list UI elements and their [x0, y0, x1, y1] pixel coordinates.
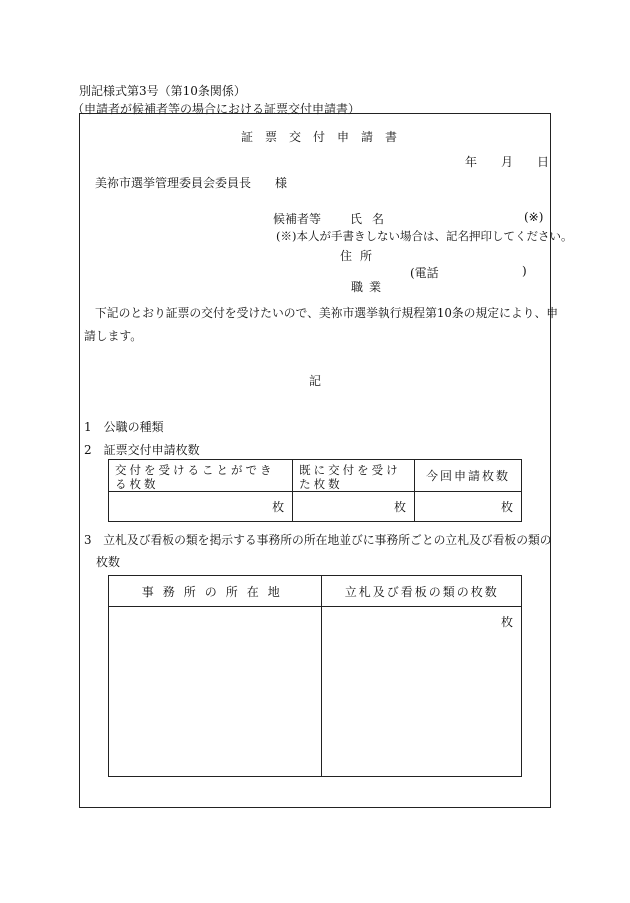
- body-text-line2: 請します。: [84, 329, 143, 343]
- seal-mark: (※): [524, 210, 544, 224]
- form-subtitle: （申請者が候補者等の場合における証票交付申請書）: [72, 102, 361, 116]
- address-label: 住所: [340, 249, 381, 263]
- applicant-role: 候補者等: [273, 212, 322, 226]
- signboard-count-cell[interactable]: 枚: [322, 607, 522, 777]
- item3-label-line1: 3 立札及び看板の類を掲示する事務所の所在地並びに事務所ごとの立札及び看板の類の: [84, 533, 552, 547]
- issuance-count-table: [108, 459, 522, 522]
- body-text-line1: 下記のとおり証票の交付を受けたいので、美祢市選挙執行規程第10条の規定により、申: [95, 306, 559, 320]
- request-count-cell[interactable]: 枚: [414, 492, 521, 522]
- ki-heading: 記: [309, 374, 322, 388]
- header-eligible-count: 交付を受けることができる枚数: [109, 460, 293, 492]
- office-location-cell[interactable]: [109, 607, 322, 777]
- phone-label: (電話: [410, 266, 439, 280]
- name-label: 氏名: [350, 212, 395, 226]
- eligible-count-cell[interactable]: 枚: [109, 492, 293, 522]
- header-request-count: 今回申請枚数: [414, 460, 521, 492]
- date-month: 月: [501, 155, 514, 169]
- item1-label: 1 公職の種類: [84, 420, 164, 434]
- phone-close: ): [522, 264, 527, 278]
- header-office-location: 事務所の所在地: [109, 576, 322, 607]
- item3-label-line2: 枚数: [96, 555, 121, 569]
- form-number: 別記様式第3号（第10条関係）: [79, 84, 246, 98]
- date-day: 日: [537, 155, 550, 169]
- handwriting-note: (※)本人が手書きしない場合は、記名押印してください。: [276, 229, 573, 243]
- date-year: 年: [465, 155, 478, 169]
- addressee: 美祢市選挙管理委員会委員長 様: [95, 176, 288, 190]
- issued-count-cell[interactable]: 枚: [293, 492, 415, 522]
- header-signboard-count: 立札及び看板の類の枚数: [322, 576, 522, 607]
- occupation-label: 職業: [351, 280, 388, 294]
- header-issued-count: 既に交付を受けた枚数: [293, 460, 415, 492]
- office-signboard-table: [108, 575, 522, 777]
- item2-label: 2 証票交付申請枚数: [84, 443, 200, 457]
- form-title: 証票交付申請書: [241, 130, 410, 144]
